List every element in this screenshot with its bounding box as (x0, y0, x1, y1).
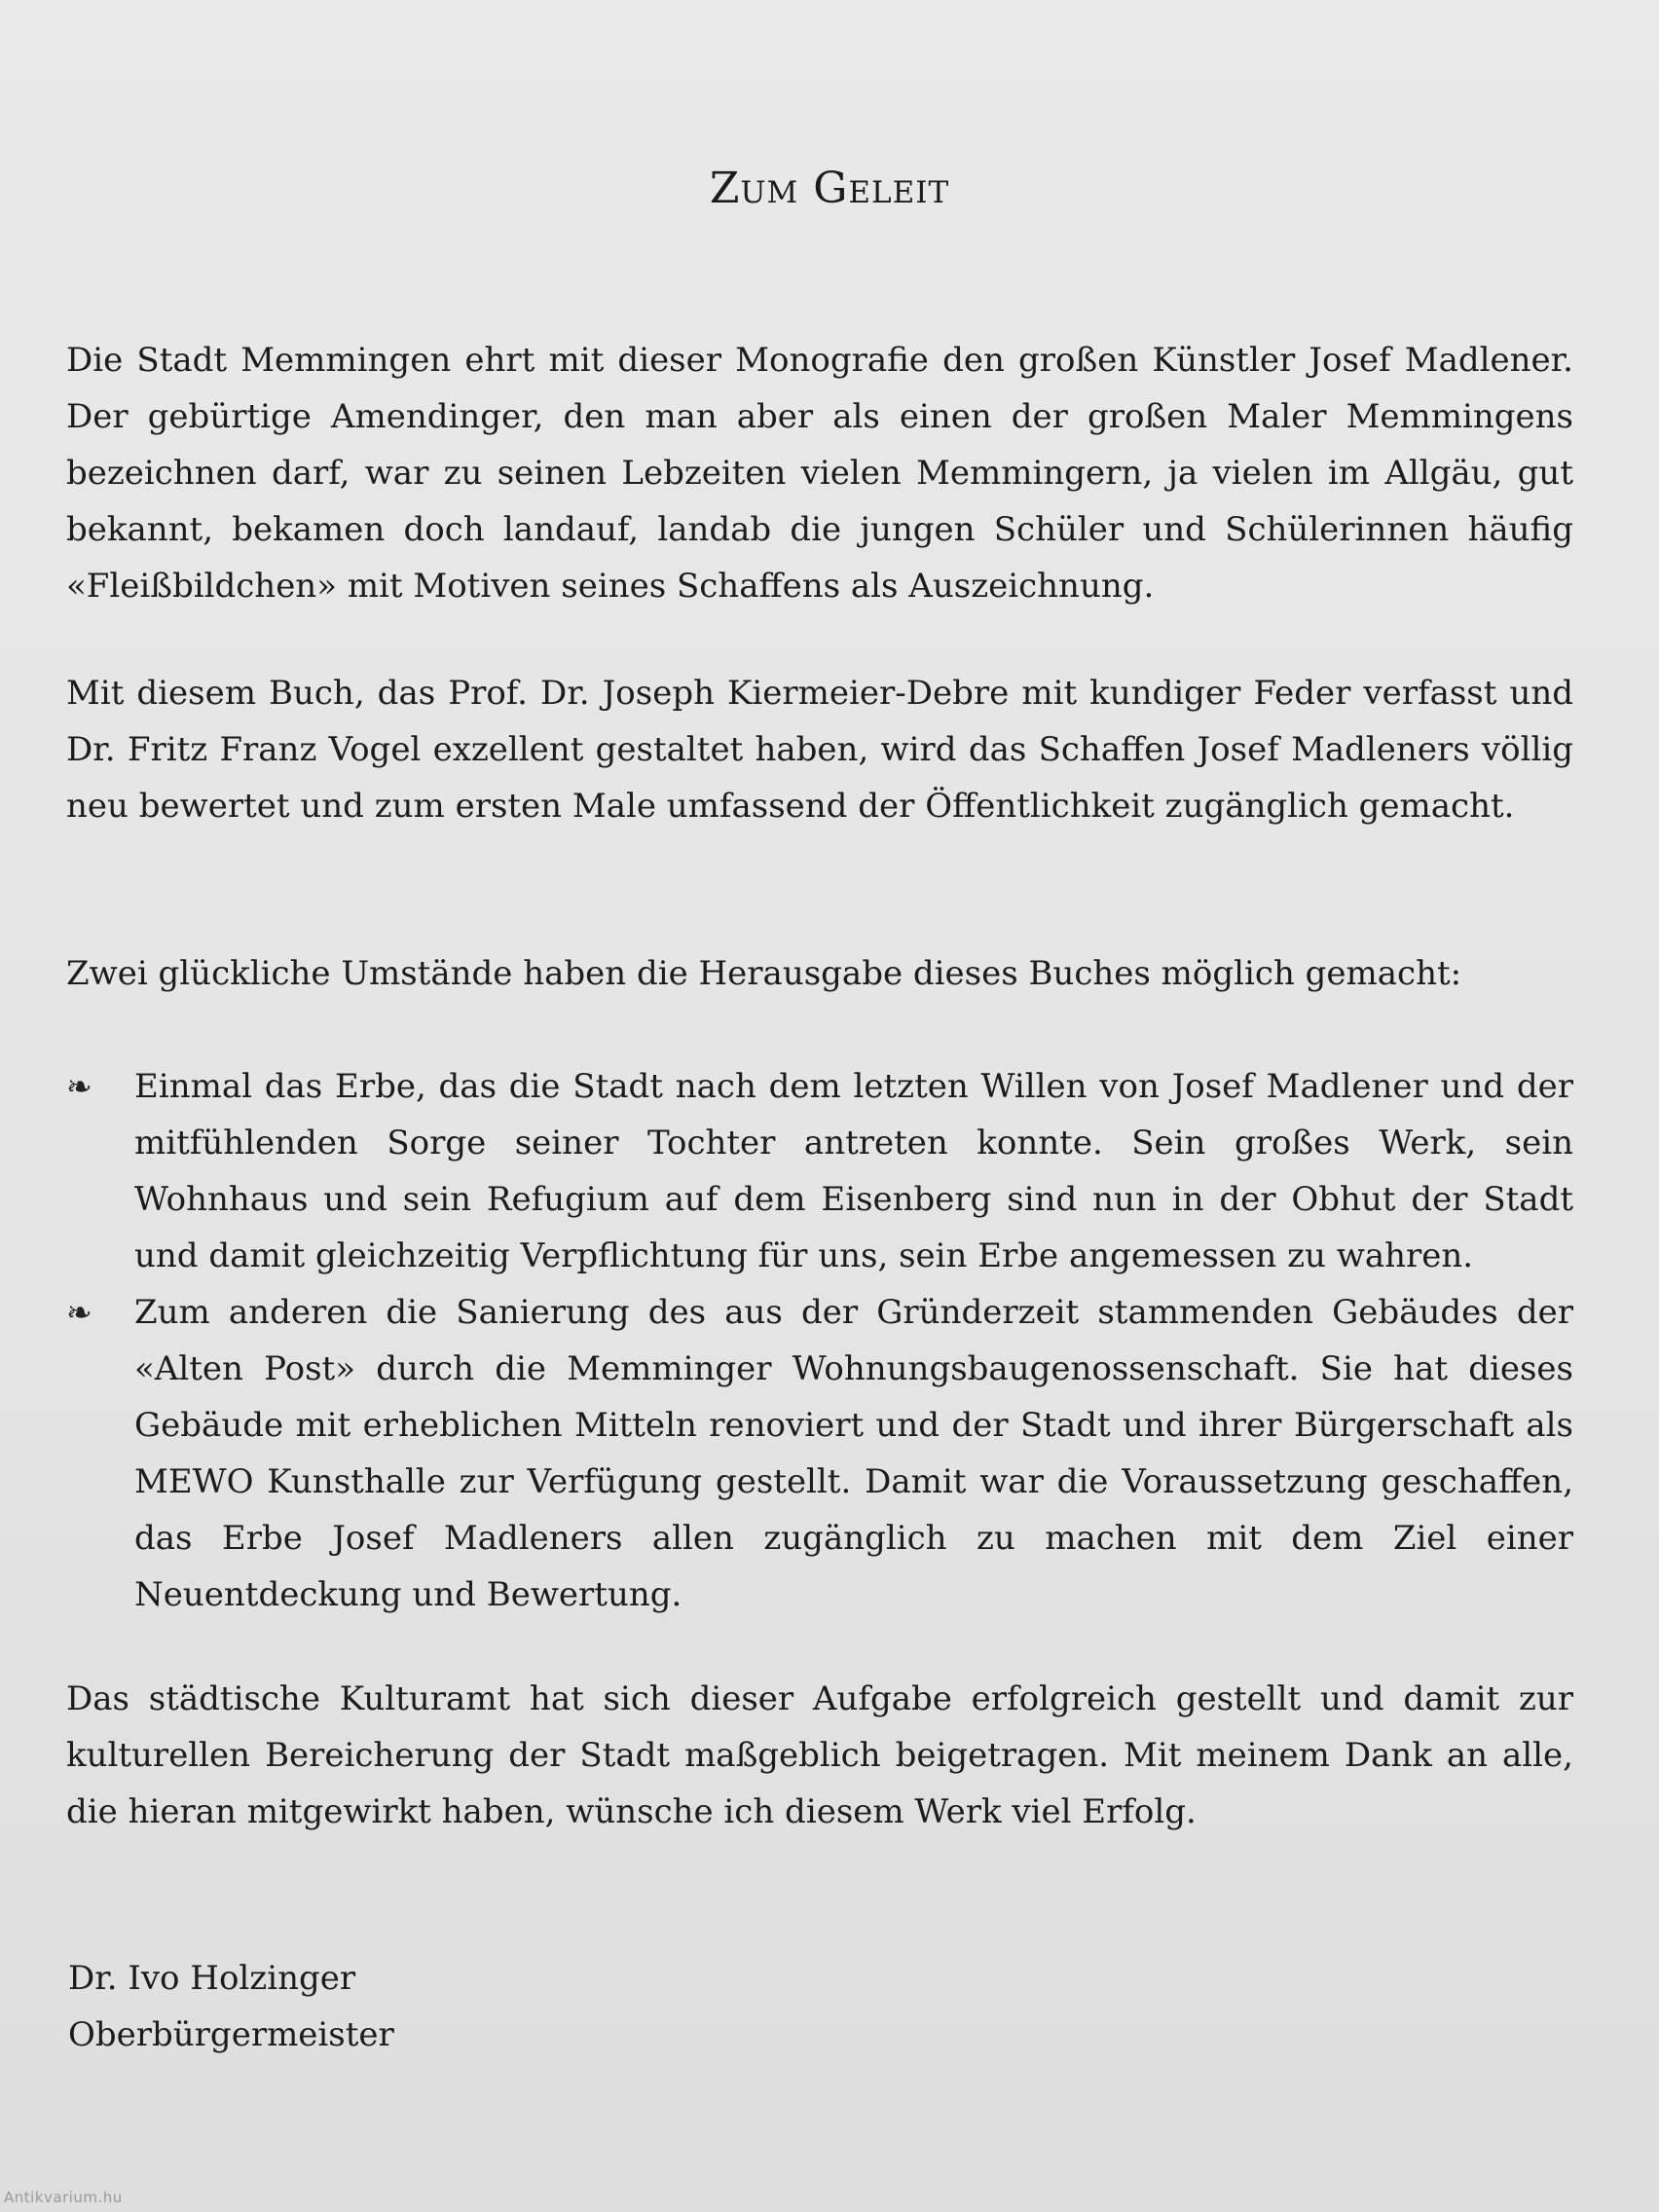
paragraph-text: Die Stadt Memmingen ehrt mit dieser Monografie den großen Künstler Josef Madlener. Der gebürtige Amendinger, den man aber als einen der großen Maler Memmingens bezeichnen darf, war zu seinen Lebzeiten vielen Memmingern, ja vielen im Allgäu, gut bekannt, bekamen doch landauf, landab die jungen Schüler und Schülerinnen häufig «Fleißbildchen» mit Motiven seines Schaffens als Auszeichnung. (66, 341, 1573, 606)
paragraph-text: Das städtische Kulturamt hat sich dieser Aufgabe erfolgreich gestellt und damit zur kulturellen Bereicherung der Stadt maßgeblich beigetragen. Mit meinem Dank an alle, die hieran mitgewirkt haben, wünsche ich diesem Werk viel Erfolg. (66, 1679, 1573, 1831)
page-title: Zum Geleit (709, 164, 950, 213)
paragraph-intro (66, 332, 1573, 614)
paragraph-text: Zwei glückliche Umstände haben die Herausgabe dieses Buches möglich gemacht: (66, 954, 1462, 993)
watermark: Antikvarium.hu (4, 2189, 123, 2206)
circumstances-list (66, 1058, 1573, 1623)
fleuron-bullet-icon: ❧ (66, 1068, 92, 1105)
signature-name: Dr. Ivo Holzinger (68, 1959, 356, 1998)
signature-block (68, 1950, 394, 2063)
signature-role: Oberbürgermeister (68, 2015, 394, 2054)
list-item-text: Zum anderen die Sanierung des aus der Gründerzeit stammenden Gebäudes der «Alten Post» durch die Memminger Wohnungsbaugenossenschaft. Sie hat dieses Gebäude mit erheblichen Mitteln renoviert und der Stadt und ihrer Bürgerschaft als MEWO Kunsthalle zur Verfügung gestellt. Damit war die Voraussetzung geschaffen, das Erbe Josef Madleners allen zugänglich zu machen mit dem Ziel einer Neuentdeckung und Bewertung. (134, 1293, 1573, 1614)
list-item (66, 1284, 1573, 1623)
paragraph-text: Mit diesem Buch, das Prof. Dr. Joseph Kiermeier-Debre mit kundiger Feder verfasst und Dr. Fritz Franz Vogel exzellent gestaltet haben, wird das Schaffen Josef Madleners völlig neu bewertet und zum ersten Male umfassend der Öffentlichkeit zugänglich gemacht. (66, 674, 1573, 826)
paragraph-closing (66, 1671, 1573, 1840)
list-item-text: Einmal das Erbe, das die Stadt nach dem letzten Willen von Josef Madlener und der mitfühlenden Sorge seiner Tochter antreten konnte. Sein großes Werk, sein Wohnhaus und sein Refugium auf dem Eisenberg sind nun in der Obhut der Stadt und damit gleichzeitig Verpflichtung für uns, sein Erbe angemessen zu wahren. (134, 1067, 1573, 1275)
paragraph-circumstances (66, 945, 1573, 1002)
list-item (66, 1058, 1573, 1284)
fleuron-bullet-icon: ❧ (66, 1294, 92, 1331)
paragraph-book (66, 665, 1573, 834)
